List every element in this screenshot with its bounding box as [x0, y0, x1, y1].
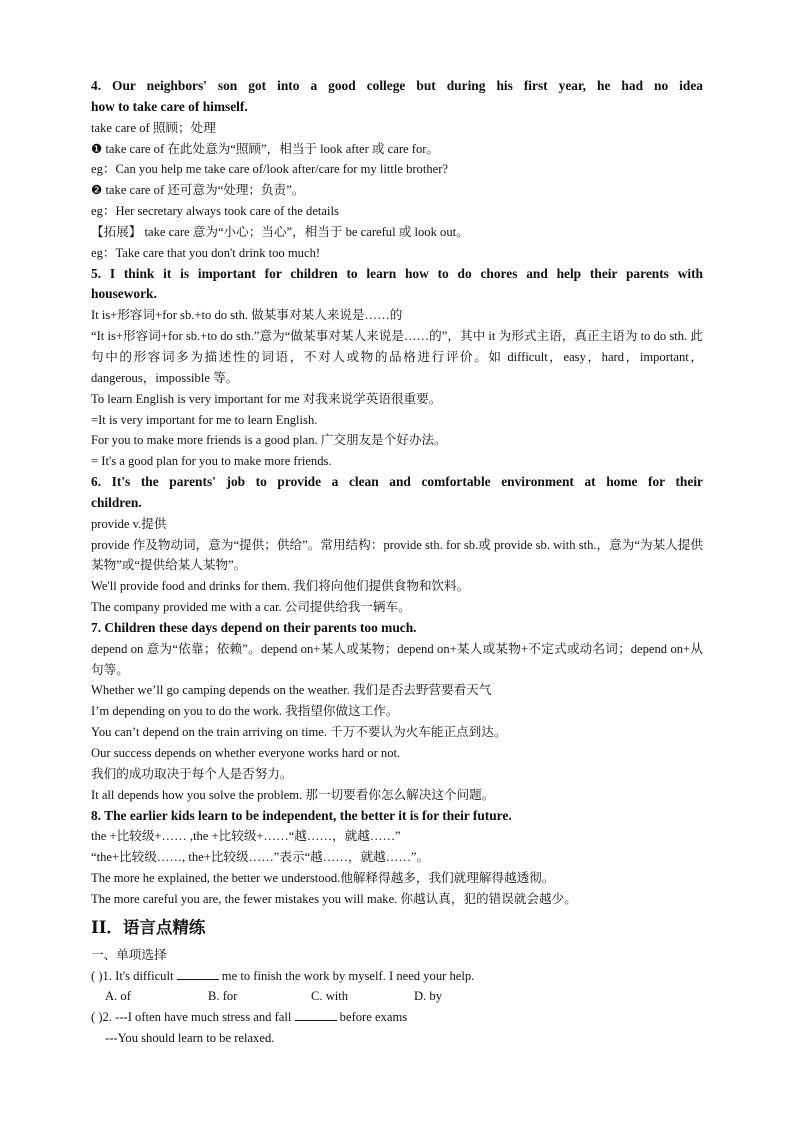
s7-line-1: Whether we’ll go camping depends on the weather. 我们是否去野营要看天气 [91, 683, 492, 698]
s7-line-6: It all depends how you solve the problem. 那一切要看你怎么解决这个问题。 [91, 787, 495, 802]
s8-heading: 8. The earlier kids learn to be independent, the better it is for their future. [91, 807, 512, 823]
s6-line-3: The company provided me with a car. 公司提供给我一辆车。 [91, 600, 411, 615]
s5-heading-line1: 5. I think it is important for children to learn how to do chores and help their parents with [91, 265, 703, 281]
s8-line-3: The more he explained, the better we understood.他解释得越多，我们就理解得越透彻。 [91, 871, 555, 886]
s8-line-2: “the+比较级……, the+比较级……”表示“越……，就越……”。 [91, 850, 430, 865]
s4-heading-line1: 4. Our neighbors' son got into a good college but during his first year, he had no idea [91, 78, 703, 93]
s7-paragraph: depend on 意为“依靠；依赖”。depend on+某人或某物；depend on+某人或某物+不定式或动名词；depend on+从句等。 [91, 641, 703, 677]
q1-option-c[interactable]: C. with [311, 989, 349, 1004]
question-1 [91, 966, 703, 987]
s7-heading: 7. Children these days depend on their parents too much. [91, 619, 417, 635]
q2-stem-start: ( )2. ---I often have much stress and fall [91, 1010, 295, 1025]
s6-line-1: provide v.提供 [91, 516, 167, 531]
section-ii-subtitle: 一、单项选择 [91, 947, 167, 962]
document-page [91, 76, 703, 1049]
s8-line-4: The more careful you are, the fewer mistakes you will make. 你越认真，犯的错误就会越少。 [91, 891, 577, 906]
s5-line-2: To learn English is very important for me 对我来说学英语很重要。 [91, 391, 442, 406]
s6-heading-line2: children. [91, 494, 142, 510]
s4-line-1: take care of 照顾；处理 [91, 120, 216, 135]
s6-line-2: We'll provide food and drinks for them. 我们将向他们提供食物和饮料。 [91, 579, 470, 594]
q2-reply: ---You should learn to be relaxed. [105, 1031, 275, 1046]
q1-option-d[interactable]: D. by [414, 989, 442, 1004]
s8-line-1: the +比较级+…… ,the +比较级+……“越……，就越……” [91, 829, 401, 844]
q1-blank[interactable] [177, 967, 219, 980]
q1-stem-end: me to finish the work by myself. I need your help. [218, 968, 475, 983]
s4-heading-line2: how to take care of himself. [91, 98, 248, 114]
question-2 [91, 1007, 703, 1028]
s5-heading-line2: housework. [91, 286, 157, 302]
q1-option-a[interactable]: A. of [105, 989, 131, 1004]
s5-paragraph: “It is+形容词+for sb.+to do sth.”意为“做某事对某人来说是……的”，其中 it 为形式主语，真正主语为 to do sth. 此句中的形容词多为描述性的词语，不对人或物的品格进行评价。如 difficult，easy，hard，important，dangerous，impossible 等。 [91, 329, 703, 385]
q1-options [91, 986, 703, 1007]
s4-line-3: eg：Can you help me take care of/look after/care for my little brother? [91, 162, 449, 177]
s6-heading-line1: 6. It's the parents' job to provide a clean and comfortable environment at home for their [91, 474, 703, 490]
s4-line-5: eg：Her secretary always took care of the details [91, 204, 339, 219]
s7-line-3: You can’t depend on the train arriving on time. 千万不要认为火车能正点到达。 [91, 725, 507, 740]
s7-line-5: 我们的成功取决于每个人是否努力。 [91, 766, 293, 781]
s5-line-5: = It's a good plan for you to make more friends. [91, 454, 332, 469]
section-ii-title: II．语言点精练 [91, 917, 206, 937]
s4-line-6: 【拓展】 take care 意为“小心；当心”，相当于 be careful 或 look out。 [91, 224, 469, 239]
s5-line-1: It is+形容词+for sb.+to do sth. 做某事对某人来说是……的 [91, 308, 403, 323]
q2-blank[interactable] [295, 1008, 337, 1021]
s4-line-4: ❷ take care of 还可意为“处理；负责”。 [91, 183, 305, 198]
q1-stem-start: ( )1. It's difficult [91, 968, 177, 983]
s7-line-2: I’m depending on you to do the work. 我指望你做这工作。 [91, 704, 399, 719]
s5-line-4: For you to make more friends is a good plan. 广交朋友是个好办法。 [91, 433, 447, 448]
s5-line-3: =It is very important for me to learn English. [91, 412, 318, 427]
s4-line-2: ❶ take care of 在此处意为“照顾”，相当于 look after 或 care for。 [91, 141, 440, 156]
s4-line-7: eg：Take care that you don't drink too much! [91, 245, 321, 260]
s6-paragraph: provide 作及物动词，意为“提供；供给”。常用结构：provide sth. for sb.或 provide sb. with sth.，意为“为某人提供某物”或“提供给某人某物”。 [91, 537, 703, 573]
q1-option-b[interactable]: B. for [208, 989, 238, 1004]
q2-stem-end: before exams [336, 1010, 408, 1025]
s7-line-4: Our success depends on whether everyone works hard or not. [91, 746, 401, 760]
